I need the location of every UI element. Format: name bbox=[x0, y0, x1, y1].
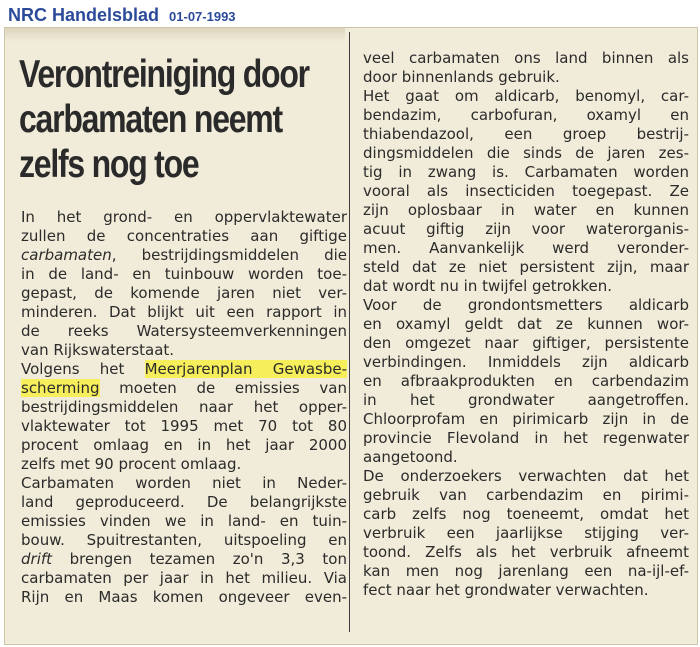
text-line: Voor de grondontsmetters aldicarb bbox=[363, 296, 689, 314]
text-line: drift brengen tezamen zo'n 3,3 ton bbox=[21, 550, 347, 568]
text-line: de reeks Watersysteemverkenningen bbox=[21, 322, 347, 340]
text-line: minderen. Dat blijkt uit een rapport in bbox=[21, 303, 347, 321]
highlighted-term: scherming bbox=[21, 379, 100, 397]
headline-line: zelfs nog toe bbox=[19, 143, 199, 186]
publication-date: 01-07-1993 bbox=[169, 9, 236, 24]
text-line: tig in zwang is. Carbamaten worden bbox=[363, 163, 689, 181]
text-line: dingsmiddelen die sinds de jaren zes- bbox=[363, 144, 689, 162]
text-line: Rijn en Maas komen ongeveer even- bbox=[21, 588, 347, 606]
text-line: door binnenlands gebruik. bbox=[363, 68, 560, 86]
text-line: den omgezet naar giftiger, persistente bbox=[363, 334, 689, 352]
text-line: thiabendazool, een groep bestrij- bbox=[363, 125, 689, 143]
headline-line: carbamaten neemt bbox=[19, 98, 282, 141]
text-line: carbamaten, bestrijdingsmiddelen die bbox=[21, 246, 347, 264]
masthead bbox=[8, 5, 236, 25]
text-line: in het grondwater aangetroffen. bbox=[363, 391, 689, 409]
text-line: zelfs met 90 procent omlaag. bbox=[21, 455, 242, 473]
text-line: acuut giftig zijn voor waterorganis- bbox=[363, 220, 689, 238]
text-line: kan men nog jarenlang een na-ijl-ef- bbox=[363, 562, 689, 580]
text-line: bendazim, carbofuran, oxamyl en bbox=[363, 106, 689, 124]
text-line: scherming moeten de emissies van bbox=[21, 379, 347, 397]
text-line: men. Aanvankelijk werd veronder- bbox=[363, 239, 689, 257]
text-line: zijn oplosbaar in water en kunnen bbox=[363, 201, 689, 219]
italic-term: drift bbox=[21, 550, 53, 568]
text-line: en oxamyl geldt dat ze kunnen wor- bbox=[363, 315, 689, 333]
text-line: carb zelfs nog toeneemt, omdat het bbox=[363, 505, 689, 523]
text-line: gepast, de komende jaren niet ver- bbox=[21, 284, 347, 302]
text-line: in de land- en tuinbouw worden toe- bbox=[21, 265, 347, 283]
text-line: bouw. Spuitrestanten, uitspoeling en bbox=[21, 531, 347, 549]
text-line: Chloorprofam en pirimicarb zijn in de bbox=[363, 410, 689, 428]
text-line: veel carbamaten ons land binnen als bbox=[363, 49, 689, 67]
newspaper-name: NRC Handelsblad bbox=[8, 5, 160, 25]
text-line: carbamaten per jaar in het milieu. Via bbox=[21, 569, 347, 587]
column-divider bbox=[349, 32, 350, 632]
text-line: aangetoond. bbox=[363, 448, 458, 466]
headline-line: Verontreiniging door bbox=[19, 53, 309, 96]
text-line: De onderzoekers verwachten dat het bbox=[363, 467, 689, 485]
text-line: provincie Flevoland in het regenwater bbox=[363, 429, 689, 447]
text-line: Volgens het Meerjarenplan Gewasbe- bbox=[21, 360, 347, 378]
text-line: vooral als insecticiden toegepast. Ze bbox=[363, 182, 689, 200]
right-column bbox=[363, 49, 689, 600]
text-line: zullen de concentraties aan giftige bbox=[21, 227, 347, 245]
article-headline bbox=[19, 52, 309, 187]
highlighted-term: Meerjarenplan Gewasbe- bbox=[144, 360, 347, 378]
text-line: dat wordt nu in twijfel getrokken. bbox=[363, 277, 613, 295]
text-line: toond. Zelfs als het verbruik afneemt bbox=[363, 543, 689, 561]
text-line: procent omlaag en in het jaar 2000 bbox=[21, 436, 347, 454]
text-line: van Rijkswaterstaat. bbox=[21, 341, 175, 359]
newspaper-clipping bbox=[4, 27, 698, 645]
torn-edge bbox=[5, 28, 345, 42]
text-line: emissies vinden we in land- en tuin- bbox=[21, 512, 347, 530]
text-line: Het gaat om aldicarb, benomyl, car- bbox=[363, 87, 689, 105]
text-line: en afbraakprodukten en carbendazim bbox=[363, 372, 689, 390]
text-line: gebruik van carbendazim en pirimi- bbox=[363, 486, 689, 504]
italic-term: carbamaten bbox=[21, 246, 112, 264]
left-column bbox=[21, 208, 347, 607]
text-line: verbindingen. Inmiddels zijn aldicarb bbox=[363, 353, 689, 371]
text-line: Carbamaten worden niet in Neder- bbox=[21, 474, 347, 492]
text-line: verbruik een jaarlijkse stijging ver- bbox=[363, 524, 689, 542]
text-line: vlaktewater tot 1995 met 70 tot 80 bbox=[21, 417, 347, 435]
text-line: In het grond- en oppervlaktewater bbox=[21, 208, 347, 226]
text-line: bestrijdingsmiddelen naar het opper- bbox=[21, 398, 347, 416]
text-line: land geproduceerd. De belangrijkste bbox=[21, 493, 347, 511]
text-line: fect naar het grondwater verwachten. bbox=[363, 581, 649, 599]
text-line: steld dat ze niet persistent zijn, maar bbox=[363, 258, 689, 276]
